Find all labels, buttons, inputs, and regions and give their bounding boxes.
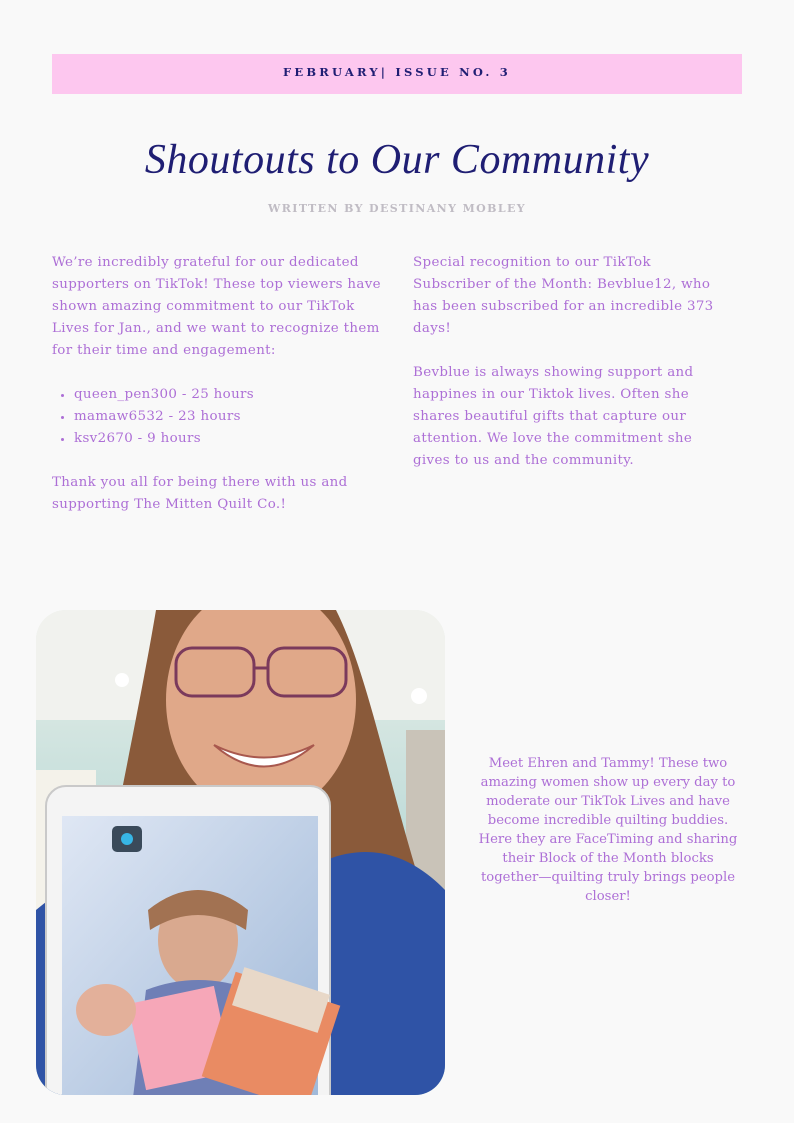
list-item: ksv2670 - 9 hours bbox=[74, 428, 382, 450]
thanks-paragraph: Thank you all for being there with us and supporting The Mitten Quilt Co.! bbox=[52, 475, 348, 512]
right-column bbox=[413, 252, 733, 494]
issue-label: FEBRUARY| ISSUE NO. 3 bbox=[282, 65, 511, 79]
photo-caption: Meet Ehren and Tammy! These two amazing women show up every day to moderate our TikTok Lives and have become incredible quilting buddies. Here they are FaceTiming and sharing their Block of the Month blocks together—quilting truly brings people closer! bbox=[478, 756, 738, 904]
about-paragraph: Bevblue is always showing support and happines in our Tiktok lives. Often she shares beautiful gifts that capture our attention. We love the commitment she gives to us and the community. bbox=[413, 365, 694, 468]
community-photo bbox=[36, 610, 445, 1095]
page-title: Shoutouts to Our Community bbox=[144, 137, 650, 183]
list-item: queen_pen300 - 25 hours bbox=[74, 384, 382, 406]
intro-paragraph: We’re incredibly grateful for our dedicated supporters on TikTok! These top viewers have shown amazing commitment to our TikTok Lives for Jan., and we want to recognize them for their time and engagement: bbox=[52, 255, 381, 358]
recognition-paragraph: Special recognition to our TikTok Subscriber of the Month: Bevblue12, who has been subscribed for an incredible 373 days! bbox=[413, 255, 714, 336]
left-column bbox=[52, 252, 382, 538]
top-viewers-list bbox=[52, 384, 382, 450]
author-byline: WRITTEN BY DESTINANY MOBLEY bbox=[267, 202, 527, 215]
issue-banner bbox=[52, 54, 742, 94]
list-item: mamaw6532 - 23 hours bbox=[74, 406, 382, 428]
